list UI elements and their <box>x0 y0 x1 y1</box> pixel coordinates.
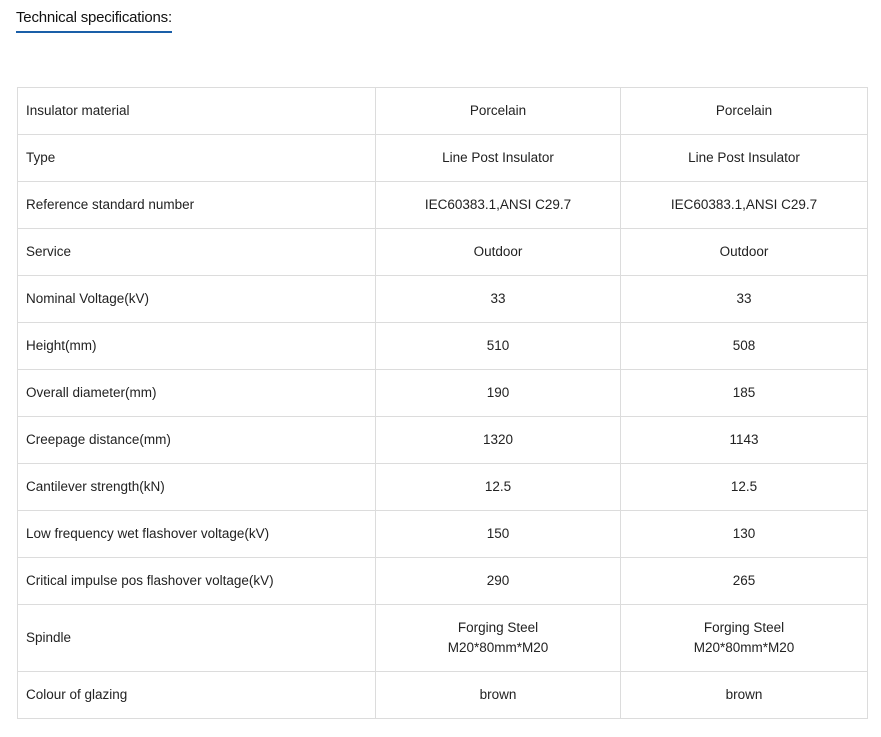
row-label: Critical impulse pos flashover voltage(kV) <box>18 558 376 605</box>
cell-value-line: M20*80mm*M20 <box>693 640 795 655</box>
cell-value-line: M20*80mm*M20 <box>447 640 549 655</box>
cell-value: Outdoor <box>376 229 621 276</box>
table-row <box>18 464 868 511</box>
cell-value: 510 <box>376 323 621 370</box>
table-row <box>18 88 868 135</box>
cell-value-line: Forging Steel <box>703 620 785 635</box>
cell-value: Outdoor <box>621 229 868 276</box>
cell-value: IEC60383.1,ANSI C29.7 <box>621 182 868 229</box>
row-label: Cantilever strength(kN) <box>18 464 376 511</box>
cell-value <box>621 605 868 672</box>
cell-value-line: Forging Steel <box>457 620 539 635</box>
cell-value: Line Post Insulator <box>621 135 868 182</box>
cell-value: 185 <box>621 370 868 417</box>
table-row <box>18 511 868 558</box>
table-row <box>18 417 868 464</box>
table-row <box>18 323 868 370</box>
cell-value: 150 <box>376 511 621 558</box>
cell-value: IEC60383.1,ANSI C29.7 <box>376 182 621 229</box>
table-row <box>18 672 868 719</box>
cell-value: 12.5 <box>621 464 868 511</box>
row-label: Nominal Voltage(kV) <box>18 276 376 323</box>
page-title: Technical specifications: <box>16 9 172 33</box>
row-label: Creepage distance(mm) <box>18 417 376 464</box>
table-row <box>18 370 868 417</box>
table-row <box>18 229 868 276</box>
cell-value: Line Post Insulator <box>376 135 621 182</box>
cell-value: 12.5 <box>376 464 621 511</box>
cell-value: Porcelain <box>621 88 868 135</box>
row-label: Service <box>18 229 376 276</box>
table-row <box>18 605 868 672</box>
cell-value: 290 <box>376 558 621 605</box>
cell-value: brown <box>376 672 621 719</box>
cell-value: brown <box>621 672 868 719</box>
cell-value: 33 <box>621 276 868 323</box>
row-label: Spindle <box>18 605 376 672</box>
row-label: Height(mm) <box>18 323 376 370</box>
cell-value: 265 <box>621 558 868 605</box>
table-row <box>18 182 868 229</box>
cell-value: 130 <box>621 511 868 558</box>
cell-value: 508 <box>621 323 868 370</box>
heading-wrap <box>16 9 172 33</box>
row-label: Colour of glazing <box>18 672 376 719</box>
row-label: Low frequency wet flashover voltage(kV) <box>18 511 376 558</box>
cell-value: 33 <box>376 276 621 323</box>
cell-value <box>376 605 621 672</box>
cell-value: 1143 <box>621 417 868 464</box>
cell-value: Porcelain <box>376 88 621 135</box>
specs-table <box>17 87 868 719</box>
row-label: Insulator material <box>18 88 376 135</box>
row-label: Reference standard number <box>18 182 376 229</box>
table-row <box>18 135 868 182</box>
table-row <box>18 558 868 605</box>
row-label: Type <box>18 135 376 182</box>
cell-value: 190 <box>376 370 621 417</box>
table-row <box>18 276 868 323</box>
cell-value: 1320 <box>376 417 621 464</box>
row-label: Overall diameter(mm) <box>18 370 376 417</box>
